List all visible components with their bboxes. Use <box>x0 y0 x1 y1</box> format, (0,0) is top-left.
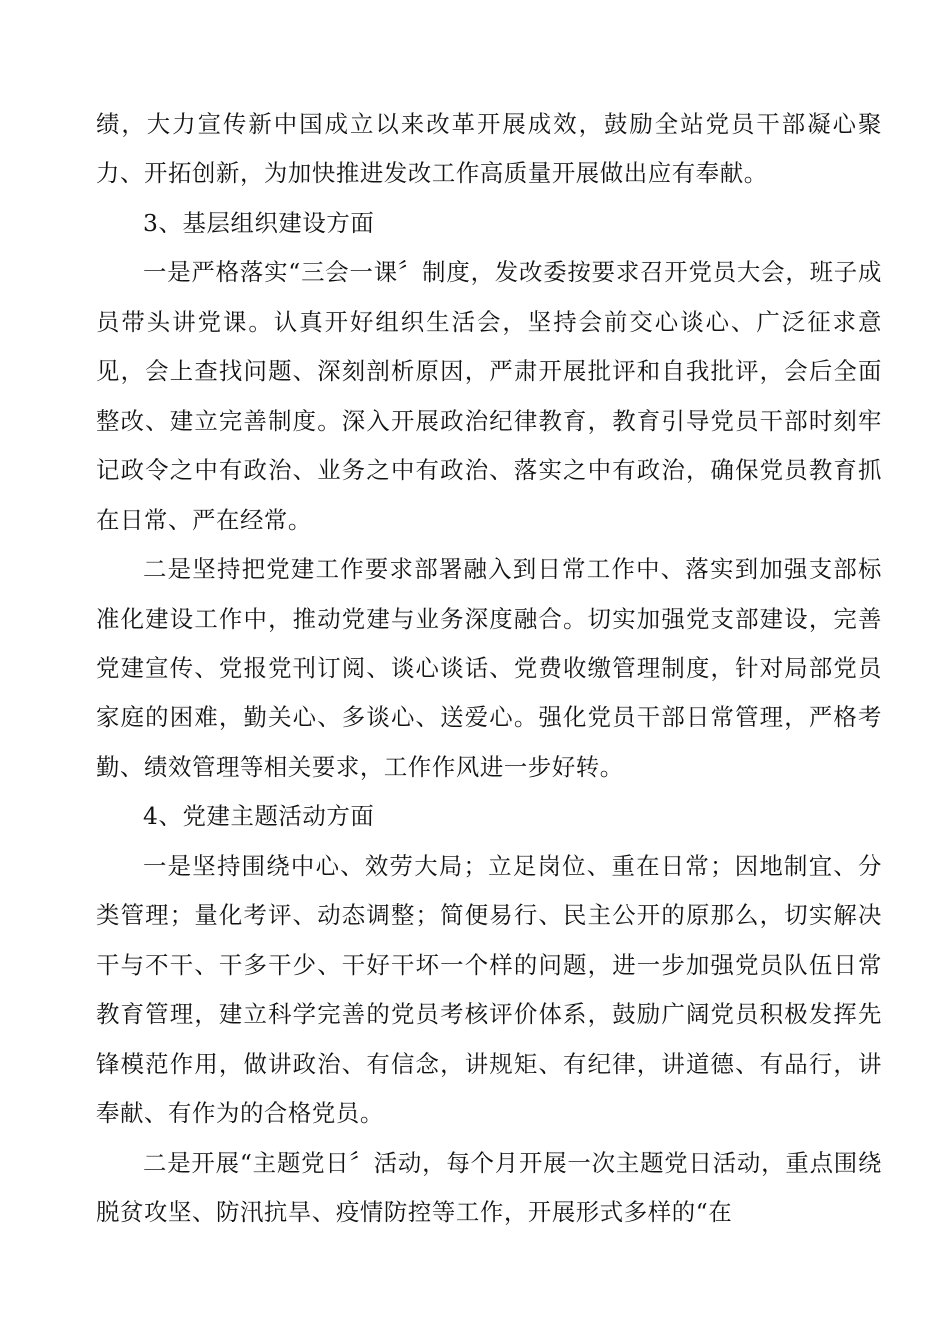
section-heading-3: 3、基层组织建设方面 <box>143 208 375 237</box>
document-body <box>96 100 882 1237</box>
paragraph-center-service: 一是坚持围绕中心、效劳大局；立足岗位、重在日常；因地制宜、分类管理；量化考评、动态调整；简便易行、民主公开的原那么，切实解决干与不干、干多干少、干好干坏一个样的问题，进一步加强党员队伍日常教育管理，建立科学完善的党员考核评价体系，鼓励广阔党员积极发挥先锋模范作用，做讲政治、有信念，讲规矩、有纪律，讲道德、有品行，讲奉献、有作为的合格党员。 <box>96 851 882 1128</box>
section-heading-4: 4、党建主题活动方面 <box>143 802 375 831</box>
paragraph-party-building-integration: 二是坚持把党建工作要求部署融入到日常工作中、落实到加强支部标准化建设工作中，推动党建与业务深度融合。切实加强党支部建设，完善党建宣传、党报党刊订阅、谈心谈话、党费收缴管理制度，针对局部党员家庭的困难，勤关心、多谈心、送爱心。强化党员干部日常管理，严格考勤、绩效管理等相关要求，工作作风进一步好转。 <box>96 555 882 781</box>
paragraph-three-meetings: 一是严格落实“三会一课〞制度，发改委按要求召开党员大会，班子成员带头讲党课。认真开好组织生活会，坚持会前交心谈心、广泛征求意见，会上查找问题、深刻剖析原因，严肃开展批评和自我批评，会后全面整改、建立完善制度。深入开展政治纪律教育，教育引导党员干部时刻牢记政令之中有政治、业务之中有政治、落实之中有政治，确保党员教育抓在日常、严在经常。 <box>96 258 882 534</box>
paragraph-continuation: 绩，大力宣传新中国成立以来改革开展成效，鼓励全站党员干部凝心聚力、开拓创新，为加快推进发改工作高质量开展做出应有奉献。 <box>96 110 882 188</box>
paragraph-theme-party-day: 二是开展“主题党日〞活动，每个月开展一次主题党日活动，重点围绕脱贫攻坚、防汛抗旱、疫情防控等工作，开展形式多样的“在 <box>96 1148 882 1226</box>
